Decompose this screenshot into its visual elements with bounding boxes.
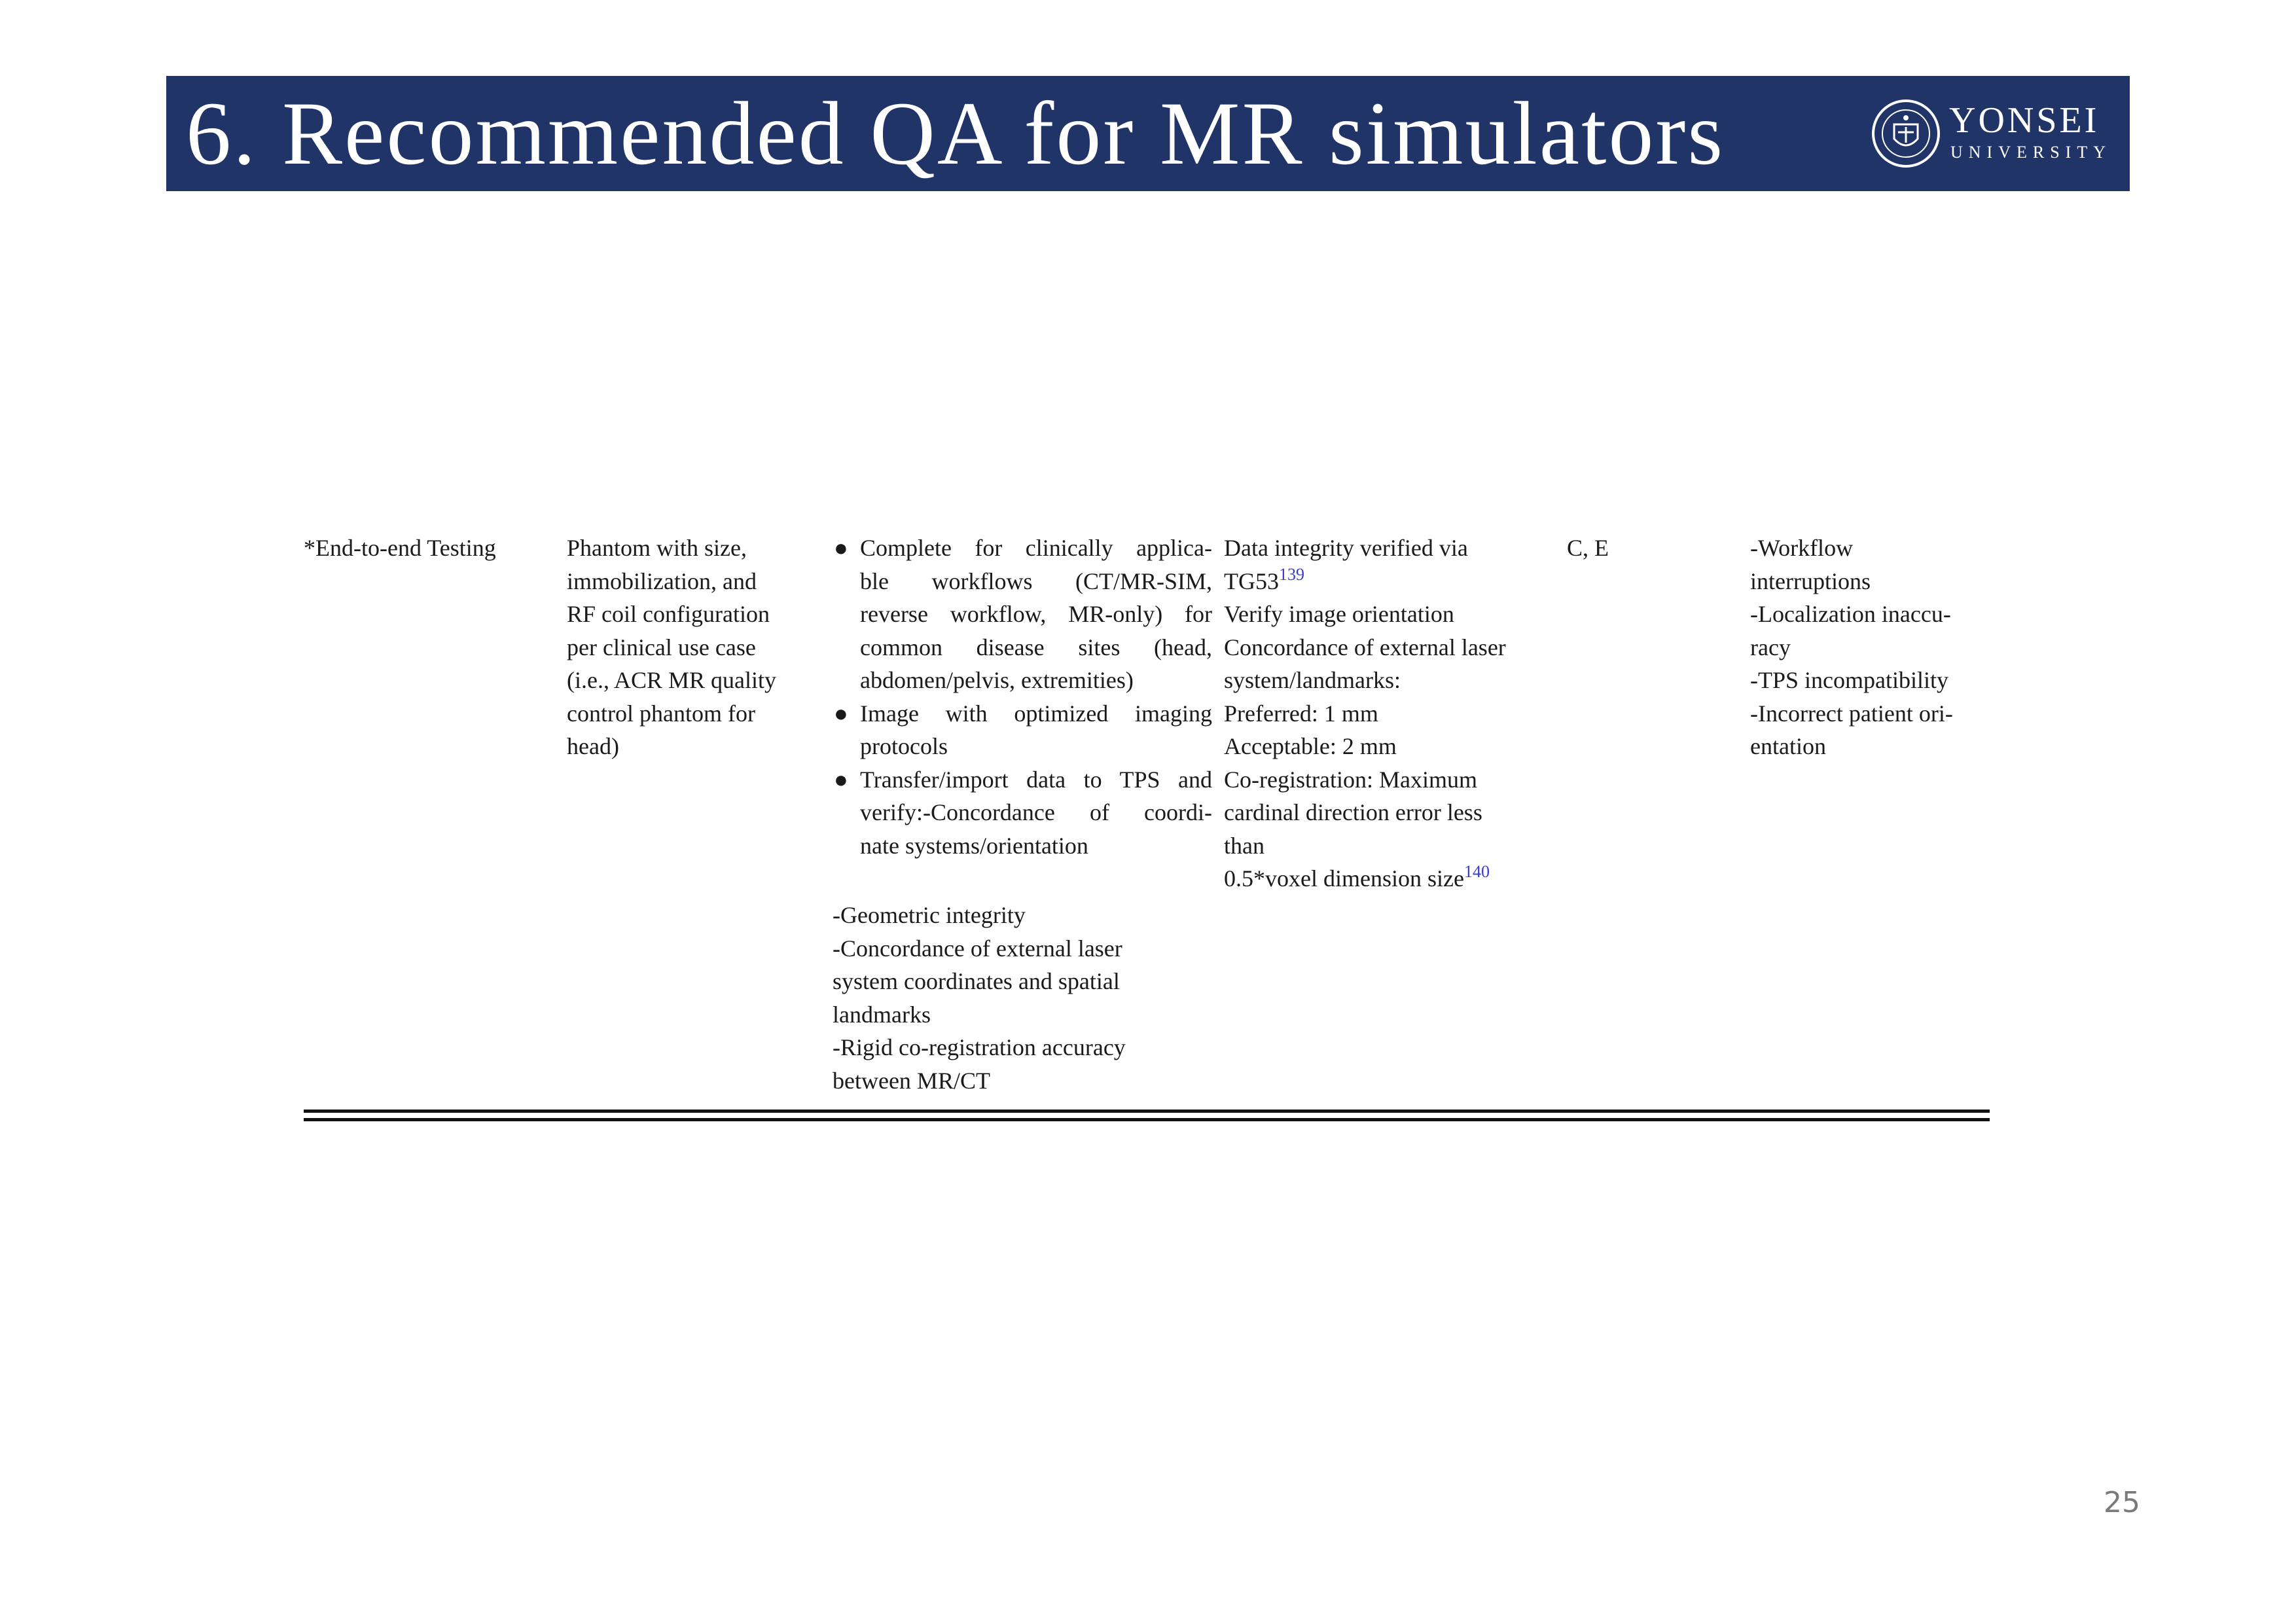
step-line: protocols	[860, 733, 948, 759]
bullet-icon: ●	[834, 700, 848, 727]
table-rule-top	[304, 1110, 1990, 1113]
logo-subtitle: UNIVERSITY	[1950, 143, 2111, 162]
bullet-icon: ●	[834, 535, 848, 561]
step-line: reverse workflow, MR-only) for	[860, 601, 1212, 627]
tolerance-line: Co-registration: Maximum	[1224, 766, 1477, 793]
tolerance-line	[1224, 565, 1551, 598]
tolerance-column	[1224, 532, 1551, 895]
tolerance-line: cardinal direction error less	[1224, 799, 1482, 825]
logo-name: YONSEI	[1949, 100, 2100, 141]
step-line: Transfer/import data to TPS and	[860, 766, 1212, 793]
tolerance-line: Verify image orientation	[1224, 601, 1454, 627]
tolerance-text: TG53	[1224, 568, 1279, 594]
procedure-line: Phantom with size,	[567, 535, 747, 561]
failures-column	[1750, 532, 1990, 763]
step-line: verify:-Concordance of coordi-	[860, 799, 1212, 825]
procedure-line: per clinical use case	[567, 634, 756, 660]
university-seal-icon	[1871, 98, 1941, 169]
procedure-line: RF coil configuration	[567, 601, 770, 627]
bullet-icon: ●	[834, 766, 848, 793]
procedure-column	[567, 532, 816, 763]
failure-line: racy	[1750, 634, 1791, 660]
procedure-line: immobilization, and	[567, 568, 757, 594]
frequency-value: C, E	[1567, 535, 1609, 561]
procedure-line: head)	[567, 733, 619, 759]
step-line: system coordinates and spatial	[833, 968, 1120, 994]
page-title: 6. Recommended QA for MR simulators	[186, 83, 1725, 183]
tolerance-text: 0.5*voxel dimension size	[1224, 865, 1464, 892]
steps-column	[833, 532, 1212, 1097]
step-line: Complete for clinically applica-	[860, 535, 1212, 561]
step-line: -Rigid co-registration accuracy	[833, 1034, 1126, 1060]
tolerance-line: than	[1224, 832, 1265, 859]
step-line: -Concordance of external laser	[833, 935, 1122, 962]
tolerance-line: system/landmarks:	[1224, 667, 1401, 693]
failure-line: entation	[1750, 733, 1826, 759]
test-column	[304, 532, 552, 565]
step-line: between MR/CT	[833, 1067, 990, 1094]
frequency-column	[1567, 532, 1698, 565]
yonsei-logo	[1871, 96, 2113, 171]
failure-line: -Incorrect patient ori-	[1750, 700, 1953, 727]
test-name: *End-to-end Testing	[304, 535, 496, 561]
tolerance-line: Acceptable: 2 mm	[1224, 733, 1397, 759]
procedure-line: control phantom for	[567, 700, 755, 727]
failure-line: -TPS incompatibility	[1750, 667, 1948, 693]
step-line: ble workflows (CT/MR-SIM,	[860, 568, 1212, 594]
tolerance-line: Preferred: 1 mm	[1224, 700, 1378, 727]
failure-line: -Localization inaccu-	[1750, 601, 1951, 627]
step-line: Image with optimized imaging	[860, 700, 1212, 727]
procedure-line: (i.e., ACR MR quality	[567, 667, 777, 693]
page-number: 25	[2104, 1486, 2140, 1519]
failure-line: -Workflow	[1750, 535, 1854, 561]
failure-line: interruptions	[1750, 568, 1871, 594]
bullet-item	[833, 763, 1212, 863]
step-line: nate systems/orientation	[860, 832, 1088, 859]
step-line: landmarks	[833, 1001, 931, 1028]
step-line: common disease sites (head,	[860, 634, 1212, 660]
step-line: abdomen/pelvis, extremities)	[860, 667, 1134, 693]
tolerance-line: Concordance of external laser	[1224, 634, 1506, 660]
bullet-item	[833, 697, 1212, 763]
tolerance-line	[1224, 862, 1551, 895]
bullet-item	[833, 532, 1212, 697]
step-line: -Geometric integrity	[833, 902, 1026, 928]
steps-tail	[833, 899, 1212, 1097]
table-rule-bottom	[304, 1118, 1990, 1121]
reference-link[interactable]: 140	[1463, 862, 1490, 881]
reference-link[interactable]: 139	[1279, 564, 1304, 584]
qa-table-row	[304, 532, 1990, 1121]
tolerance-line: Data integrity verified via	[1224, 535, 1468, 561]
title-bar	[166, 76, 2130, 191]
